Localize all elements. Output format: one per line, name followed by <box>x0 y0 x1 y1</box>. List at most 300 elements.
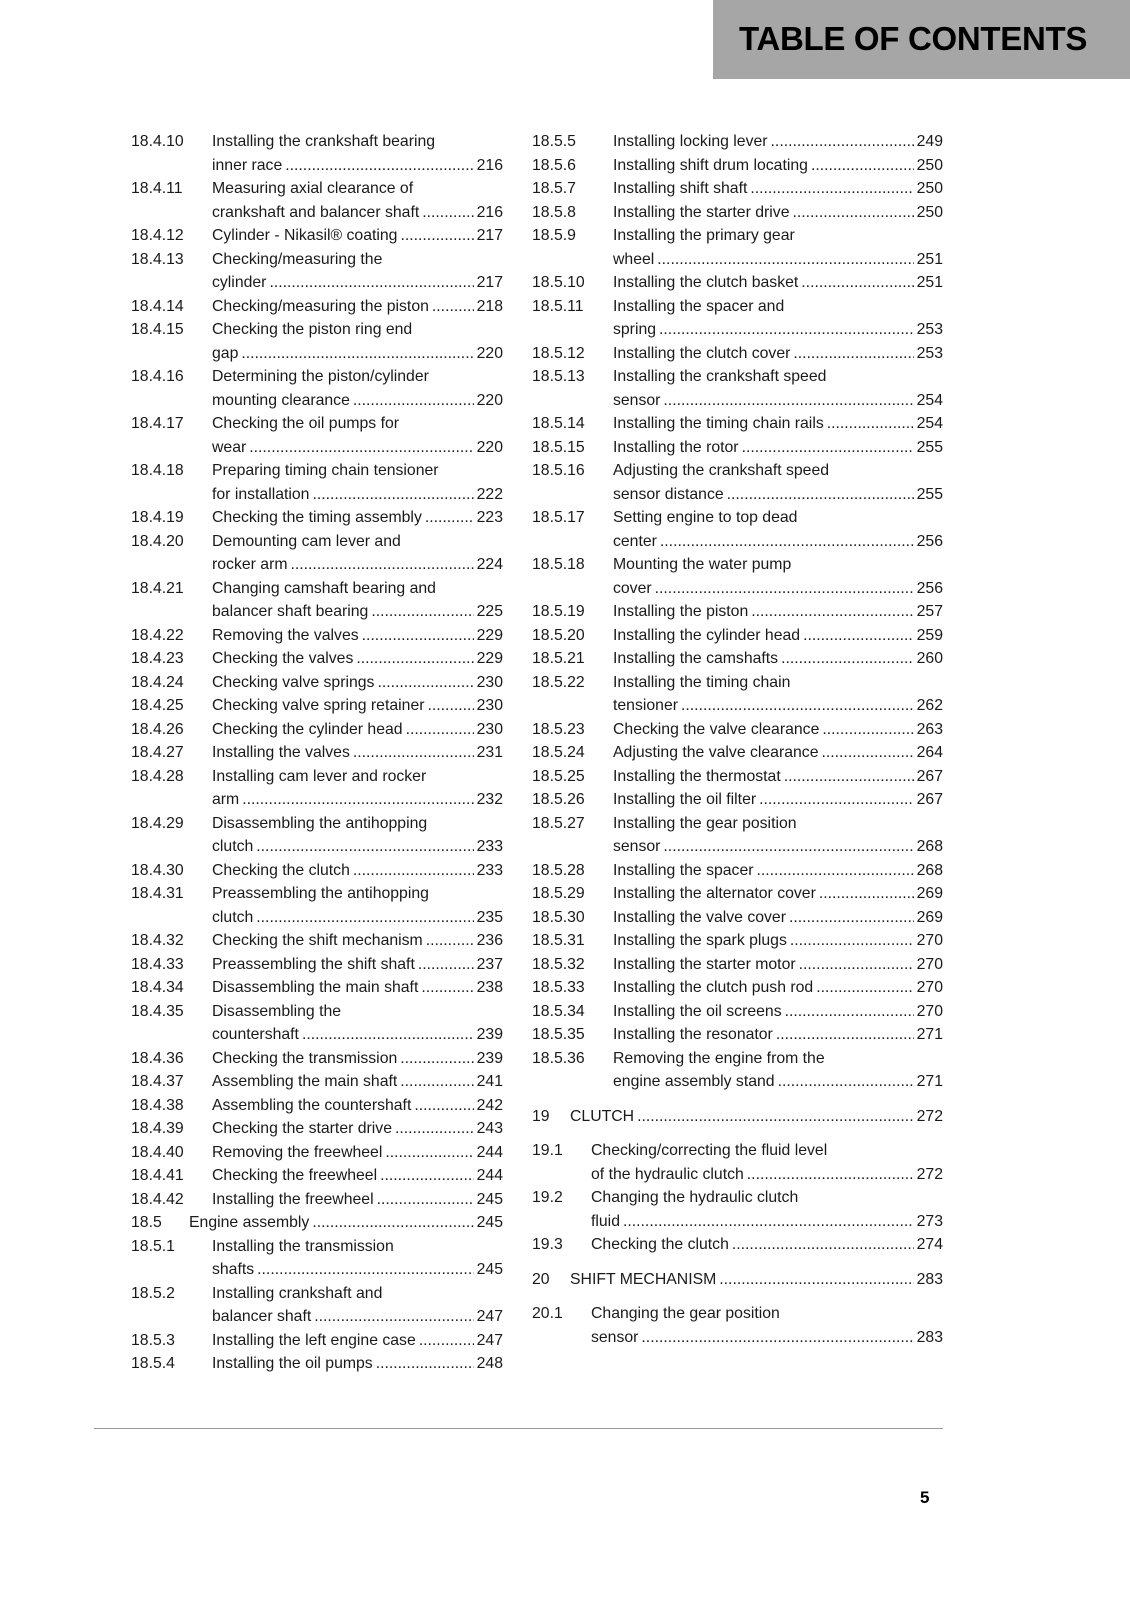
toc-entry-page: 231 <box>476 744 503 761</box>
toc-entry-title: engine assembly stand <box>613 1073 775 1090</box>
toc-entry-title: Installing the valves <box>212 744 350 761</box>
toc-entry[interactable] <box>532 201 943 225</box>
toc-entry-page: 236 <box>476 932 503 949</box>
toc-entry[interactable] <box>131 718 503 742</box>
toc-entry-title: spring <box>613 321 657 338</box>
toc-entry-text <box>212 530 503 577</box>
toc-entry-title-line <box>613 906 943 930</box>
toc-entry-page: 253 <box>916 321 943 338</box>
toc-entry-title-line <box>613 342 943 366</box>
toc-entry-title: gap <box>212 344 239 362</box>
toc-entry[interactable] <box>532 130 943 154</box>
toc-entry-title-line: Setting engine to top dead <box>613 509 798 526</box>
toc-entry-text <box>613 365 943 412</box>
dot-leader <box>425 506 474 530</box>
toc-entry[interactable] <box>532 953 943 977</box>
toc-entry[interactable] <box>532 154 943 178</box>
toc-entry-page: 267 <box>916 791 943 808</box>
dot-leader <box>432 295 474 319</box>
toc-entry[interactable] <box>131 812 503 859</box>
toc-entry-number: 18.4.25 <box>131 697 184 714</box>
toc-entry-title-line <box>613 248 943 272</box>
toc-entry-title-line <box>212 342 503 366</box>
toc-entry-number: 18.5.13 <box>532 368 585 385</box>
toc-entry[interactable] <box>131 177 503 224</box>
page-title: TABLE OF CONTENTS <box>739 20 1088 57</box>
toc-entry-title-line <box>212 1305 503 1329</box>
toc-entry-title-line <box>212 647 503 671</box>
toc-entry[interactable] <box>532 412 943 436</box>
toc-entry-page: 251 <box>916 250 943 268</box>
toc-entry-title: Checking the cylinder head <box>212 720 403 738</box>
toc-entry[interactable] <box>131 1117 503 1141</box>
toc-entry-number: 18.5.6 <box>532 156 576 174</box>
toc-entry-page: 239 <box>476 1049 503 1067</box>
toc-entry-title-line <box>613 130 943 154</box>
toc-entry-title-line <box>212 1329 503 1353</box>
toc-entry-title-line <box>591 1163 943 1187</box>
toc-entry[interactable] <box>131 647 503 671</box>
toc-entry-title-line <box>212 483 503 507</box>
toc-entry-title-line <box>212 1258 503 1282</box>
toc-entry[interactable] <box>532 600 943 624</box>
toc-entry[interactable] <box>131 671 503 695</box>
toc-entry-title-line <box>613 624 943 648</box>
toc-entry-title-line: Adjusting the crankshaft speed <box>613 462 830 479</box>
toc-entry-title-line <box>613 530 943 554</box>
toc-entry-text <box>212 647 503 671</box>
toc-entry-page: 217 <box>476 227 503 244</box>
toc-entry-text <box>591 1139 943 1186</box>
toc-entry[interactable] <box>532 365 943 412</box>
toc-entry-text <box>212 694 503 718</box>
toc-entry[interactable] <box>532 1302 943 1349</box>
toc-entry-page: 244 <box>476 1167 503 1184</box>
toc-entry-page: 255 <box>916 438 943 456</box>
toc-entry-title: Installing the camshafts <box>613 650 779 667</box>
dot-leader <box>428 694 474 718</box>
toc-entry-title-line <box>613 953 943 977</box>
dot-leader <box>241 342 473 366</box>
toc-entry[interactable] <box>131 1047 503 1071</box>
toc-entry[interactable] <box>532 224 943 271</box>
toc-entry-title-line: Changing camshaft bearing and <box>212 579 436 597</box>
dot-leader <box>421 976 473 1000</box>
dot-leader <box>641 1326 913 1350</box>
toc-entry-page: 244 <box>476 1143 503 1161</box>
toc-entry-text <box>212 224 503 248</box>
toc-entry-text <box>212 1141 503 1165</box>
toc-entry-title-line <box>613 412 943 436</box>
toc-entry-number: 18.4.11 <box>131 180 183 197</box>
toc-entry-number: 18.5.2 <box>131 1284 175 1302</box>
toc-entry-page: 256 <box>916 579 943 597</box>
dot-leader <box>376 1352 474 1376</box>
toc-entry-page: 256 <box>916 532 943 550</box>
toc-entry-page: 249 <box>916 133 943 150</box>
toc-entry-title-line: Determining the piston/cylinder <box>212 368 429 385</box>
toc-entry-title-line: Preparing timing chain tensioner <box>212 462 439 479</box>
toc-entry-title-line <box>613 1000 943 1024</box>
toc-entry-title-line <box>613 600 943 624</box>
toc-entry-title-line: Checking/measuring the <box>212 250 383 268</box>
toc-entry-text <box>212 459 503 506</box>
toc-entry[interactable] <box>532 1268 943 1292</box>
toc-entry[interactable] <box>131 506 503 530</box>
toc-entry-number: 18.4.35 <box>131 1002 184 1020</box>
dot-leader <box>395 1117 474 1141</box>
toc-entry[interactable] <box>532 741 943 765</box>
dot-leader <box>747 1163 914 1187</box>
toc-entry-page: 233 <box>476 838 503 855</box>
toc-entry-title-line: Installing the spacer and <box>613 297 785 315</box>
toc-entry-page: 245 <box>476 1190 503 1208</box>
toc-entry-title-line <box>613 788 943 812</box>
toc-entry-title-line: Mounting the water pump <box>613 556 792 573</box>
toc-entry-title-line <box>212 718 503 742</box>
toc-entry[interactable] <box>131 859 503 883</box>
toc-entry-title-line <box>613 647 943 671</box>
toc-entry-number: 18.5.26 <box>532 791 585 808</box>
toc-entry-text <box>613 624 943 648</box>
toc-entry[interactable] <box>532 882 943 906</box>
toc-entry-title: sensor distance <box>613 485 724 503</box>
toc-entry[interactable] <box>532 788 943 812</box>
dot-leader <box>819 882 914 906</box>
toc-entry[interactable] <box>131 1235 503 1282</box>
toc-entry-text <box>613 718 943 742</box>
toc-entry[interactable] <box>532 624 943 648</box>
toc-entry-title-line <box>212 953 503 977</box>
toc-entry-text <box>613 765 943 789</box>
toc-entry-title-line <box>212 553 503 577</box>
toc-entry-number: 20 <box>532 1270 550 1288</box>
dot-leader <box>816 976 913 1000</box>
toc-entry-number: 18.4.17 <box>131 415 184 432</box>
toc-entry-page: 216 <box>476 203 503 221</box>
toc-entry[interactable] <box>131 318 503 365</box>
toc-entry-text <box>212 741 503 765</box>
dot-leader <box>400 1047 473 1071</box>
toc-entry[interactable] <box>532 671 943 718</box>
toc-entry[interactable] <box>131 1094 503 1118</box>
toc-entry-title-line <box>613 389 943 413</box>
dot-leader <box>789 906 914 930</box>
toc-entry-page: 283 <box>916 1270 943 1288</box>
toc-entry[interactable] <box>532 765 943 789</box>
dot-leader <box>751 600 913 624</box>
toc-entry[interactable] <box>131 624 503 648</box>
toc-entry-title: Checking the valves <box>212 650 354 667</box>
toc-entry[interactable] <box>532 1105 943 1129</box>
toc-entry-text <box>613 741 943 765</box>
dot-leader <box>302 1023 474 1047</box>
toc-entry-title: Checking the clutch <box>212 861 350 879</box>
toc-entry-text <box>212 577 503 624</box>
toc-entry-title-line <box>570 1268 943 1292</box>
toc-entry-title-line <box>591 1210 943 1234</box>
toc-entry[interactable] <box>131 224 503 248</box>
toc-entry-page: 216 <box>476 156 503 174</box>
toc-entry[interactable] <box>131 577 503 624</box>
toc-entry-title: Installing the clutch cover <box>613 344 791 362</box>
toc-entry-page: 245 <box>476 1214 503 1231</box>
dot-leader <box>660 530 914 554</box>
toc-entry-title: Installing the piston <box>613 603 749 620</box>
toc-entry[interactable] <box>532 1233 943 1257</box>
toc-entry-title: Installing the freewheel <box>212 1190 374 1208</box>
toc-entry-number: 18.4.15 <box>131 321 184 338</box>
toc-entry-number: 18.5.35 <box>532 1026 585 1043</box>
toc-entry[interactable] <box>131 1352 503 1376</box>
toc-entry-title-line <box>212 600 503 624</box>
toc-entry-title: Removing the valves <box>212 626 359 644</box>
toc-entry[interactable] <box>131 365 503 412</box>
toc-entry[interactable] <box>532 859 943 883</box>
toc-entry-title: Checking/measuring the piston <box>212 297 429 315</box>
toc-entry[interactable] <box>532 1047 943 1094</box>
toc-entry-page: 255 <box>916 485 943 503</box>
toc-entry-title-line: Installing the transmission <box>212 1237 394 1255</box>
toc-entry-number: 18.4.29 <box>131 814 184 832</box>
toc-entry-page: 247 <box>476 1331 503 1349</box>
toc-entry-title-line <box>212 295 503 319</box>
dot-leader <box>242 788 473 812</box>
toc-entry-title: cylinder <box>212 274 267 291</box>
toc-entry-title-line: Checking/correcting the fluid level <box>591 1142 828 1159</box>
dot-leader <box>663 389 913 413</box>
toc-entry[interactable] <box>532 812 943 859</box>
toc-entry[interactable] <box>532 1000 943 1024</box>
toc-entry-text <box>212 248 503 295</box>
toc-entry-number: 18.5 <box>131 1214 162 1231</box>
toc-entry[interactable] <box>131 1000 503 1047</box>
toc-entry-title-line: Removing the engine from the <box>613 1049 825 1067</box>
dot-leader <box>314 1305 473 1329</box>
toc-entry-page: 220 <box>476 391 503 409</box>
toc-entry[interactable] <box>131 1141 503 1165</box>
toc-entry-page: 239 <box>476 1026 503 1043</box>
toc-entry-title-line: Installing crankshaft and <box>212 1284 383 1302</box>
toc-entry[interactable] <box>131 741 503 765</box>
toc-entry-text <box>613 788 943 812</box>
toc-entry-title-line <box>613 718 943 742</box>
toc-entry-text <box>212 1000 503 1047</box>
toc-entry-title: sensor <box>591 1328 639 1346</box>
toc-entry[interactable] <box>532 459 943 506</box>
dot-leader <box>759 788 914 812</box>
dot-leader <box>426 929 474 953</box>
toc-entry[interactable] <box>131 765 503 812</box>
dot-leader <box>356 647 473 671</box>
toc-entry-page: 237 <box>476 955 503 973</box>
toc-entry[interactable] <box>131 1188 503 1212</box>
toc-entry-title-line: Installing the crankshaft speed <box>613 368 827 385</box>
dot-leader <box>719 1268 913 1292</box>
toc-entry-title-line: Disassembling the antihopping <box>212 814 428 832</box>
toc-entry-page: 218 <box>476 297 503 315</box>
toc-entry-page: 230 <box>476 697 503 714</box>
toc-entry-title-line <box>212 624 503 648</box>
toc-entry-text <box>212 671 503 695</box>
toc-entry-title: Installing shift drum locating <box>613 156 808 174</box>
toc-entry[interactable] <box>532 647 943 671</box>
toc-entry-text <box>613 1000 943 1024</box>
toc-entry-title: Installing the oil pumps <box>212 1355 373 1372</box>
toc-entry-title: Installing the starter motor <box>613 955 796 973</box>
footer-divider <box>94 1428 943 1429</box>
toc-entry-page: 273 <box>916 1212 943 1230</box>
toc-entry[interactable] <box>131 1070 503 1094</box>
toc-entry-page: 245 <box>476 1261 503 1278</box>
toc-entry-text <box>613 271 943 295</box>
toc-entry[interactable] <box>131 953 503 977</box>
toc-entry-number: 18.5.22 <box>532 673 585 691</box>
toc-entry-page: 274 <box>916 1236 943 1253</box>
toc-entry-title: clutch <box>212 838 254 855</box>
toc-entry-title-line <box>613 318 943 342</box>
toc-entry[interactable] <box>131 412 503 459</box>
dot-leader <box>249 436 473 460</box>
dot-leader <box>414 1094 473 1118</box>
toc-entry-text <box>212 1164 503 1188</box>
toc-entry[interactable] <box>131 295 503 319</box>
toc-entry[interactable] <box>131 130 503 177</box>
toc-entry-title: sensor <box>613 391 661 409</box>
toc-entry[interactable] <box>532 1186 943 1233</box>
toc-entry-text <box>212 953 503 977</box>
toc-entry-title: wear <box>212 438 247 456</box>
toc-entry-number: 18.4.19 <box>131 509 184 526</box>
toc-entry-text <box>591 1233 943 1257</box>
toc-entry-text <box>591 1186 943 1233</box>
toc-entry-title: tensioner <box>613 697 678 714</box>
toc-entry-title-line <box>613 483 943 507</box>
toc-entry[interactable] <box>131 1329 503 1353</box>
toc-entry-title: Installing locking lever <box>613 133 768 150</box>
toc-entry-title-line <box>613 1070 943 1094</box>
dot-leader <box>732 1233 914 1257</box>
toc-entry[interactable] <box>532 436 943 460</box>
toc-entry[interactable] <box>532 906 943 930</box>
toc-entry-title-line <box>591 1326 943 1350</box>
toc-entry[interactable] <box>131 976 503 1000</box>
toc-entry[interactable] <box>131 882 503 929</box>
toc-entry[interactable] <box>532 1139 943 1186</box>
toc-entry[interactable] <box>131 1282 503 1329</box>
toc-entry[interactable] <box>532 342 943 366</box>
toc-entry-page: 262 <box>916 697 943 714</box>
toc-entry-title: Installing the rotor <box>613 438 739 456</box>
toc-entry-title: for installation <box>212 485 310 503</box>
toc-entry-number: 18.4.32 <box>131 932 184 949</box>
toc-entry[interactable] <box>131 530 503 577</box>
toc-entry-page: 250 <box>916 156 943 174</box>
toc-entry-title-line <box>212 1070 503 1094</box>
dot-leader <box>821 741 913 765</box>
toc-entry-title: shafts <box>212 1261 255 1278</box>
toc-entry-title-line <box>212 835 503 859</box>
toc-entry-title-line <box>613 201 943 225</box>
dot-leader <box>312 483 473 507</box>
toc-entry[interactable] <box>131 929 503 953</box>
toc-entry-text <box>212 624 503 648</box>
toc-entry-title: balancer shaft <box>212 1308 312 1325</box>
toc-entry-number: 18.5.27 <box>532 814 585 832</box>
toc-entry[interactable] <box>532 177 943 201</box>
dot-leader <box>742 436 914 460</box>
toc-entry-title: Installing the clutch basket <box>613 274 799 291</box>
toc-entry-number: 19.1 <box>532 1142 563 1159</box>
toc-entry-title: Installing the clutch push rod <box>613 979 814 996</box>
dot-leader <box>406 718 474 742</box>
dot-leader <box>353 389 474 413</box>
dot-leader <box>757 859 914 883</box>
toc-entry[interactable] <box>532 506 943 553</box>
toc-entry-number: 18.5.33 <box>532 979 585 996</box>
toc-entry[interactable] <box>532 553 943 600</box>
dot-leader <box>285 154 473 178</box>
toc-entry-title: inner race <box>212 156 283 174</box>
toc-entry-page: 247 <box>476 1308 503 1325</box>
toc-entry-page: 270 <box>916 979 943 996</box>
toc-entry[interactable] <box>131 1164 503 1188</box>
toc-entry-title-line <box>613 976 943 1000</box>
toc-entry[interactable] <box>532 929 943 953</box>
toc-entry-title: Checking the timing assembly <box>212 509 422 526</box>
toc-entry-text <box>613 154 943 178</box>
toc-entry-title: Adjusting the valve clearance <box>613 744 819 761</box>
toc-entry-number: 18.5.31 <box>532 932 585 949</box>
toc-entry[interactable] <box>532 1023 943 1047</box>
dot-leader <box>257 1258 473 1282</box>
toc-entry[interactable] <box>131 694 503 718</box>
toc-entry[interactable] <box>131 459 503 506</box>
toc-entry-text <box>212 295 503 319</box>
dot-leader <box>778 1070 914 1094</box>
toc-entry-page: 232 <box>476 791 503 808</box>
toc-entry[interactable] <box>131 1211 503 1235</box>
toc-entry-title: Installing the valve cover <box>613 908 786 926</box>
dot-leader <box>380 1164 474 1188</box>
toc-entry-title-line <box>212 1188 503 1212</box>
toc-entry-title: Installing the spacer <box>613 861 754 879</box>
toc-entry-number: 18.5.21 <box>532 650 585 667</box>
toc-entry-title-line: Preassembling the antihopping <box>212 885 429 902</box>
toc-entry-number: 18.5.9 <box>532 227 576 244</box>
toc-entry-page: 259 <box>916 626 943 644</box>
toc-entry-page: 238 <box>476 979 503 996</box>
toc-entry[interactable] <box>131 248 503 295</box>
toc-entry-page: 272 <box>916 1165 943 1183</box>
toc-entry[interactable] <box>532 718 943 742</box>
toc-entry-text <box>189 1211 503 1235</box>
toc-entry-page: 268 <box>916 838 943 855</box>
toc-entry-title-line <box>212 976 503 1000</box>
toc-entry-title: Installing the thermostat <box>613 767 781 785</box>
toc-entry-number: 18.4.22 <box>131 626 184 644</box>
toc-entry[interactable] <box>532 295 943 342</box>
toc-entry[interactable] <box>532 271 943 295</box>
toc-entry-page: 229 <box>476 626 503 644</box>
toc-entry-number: 18.5.34 <box>532 1002 585 1020</box>
toc-entry[interactable] <box>532 976 943 1000</box>
toc-entry-page: 267 <box>916 767 943 785</box>
toc-entry-text <box>591 1302 943 1349</box>
toc-entry-title-line <box>613 271 943 295</box>
toc-entry-title-line <box>613 882 943 906</box>
dot-leader <box>827 412 914 436</box>
